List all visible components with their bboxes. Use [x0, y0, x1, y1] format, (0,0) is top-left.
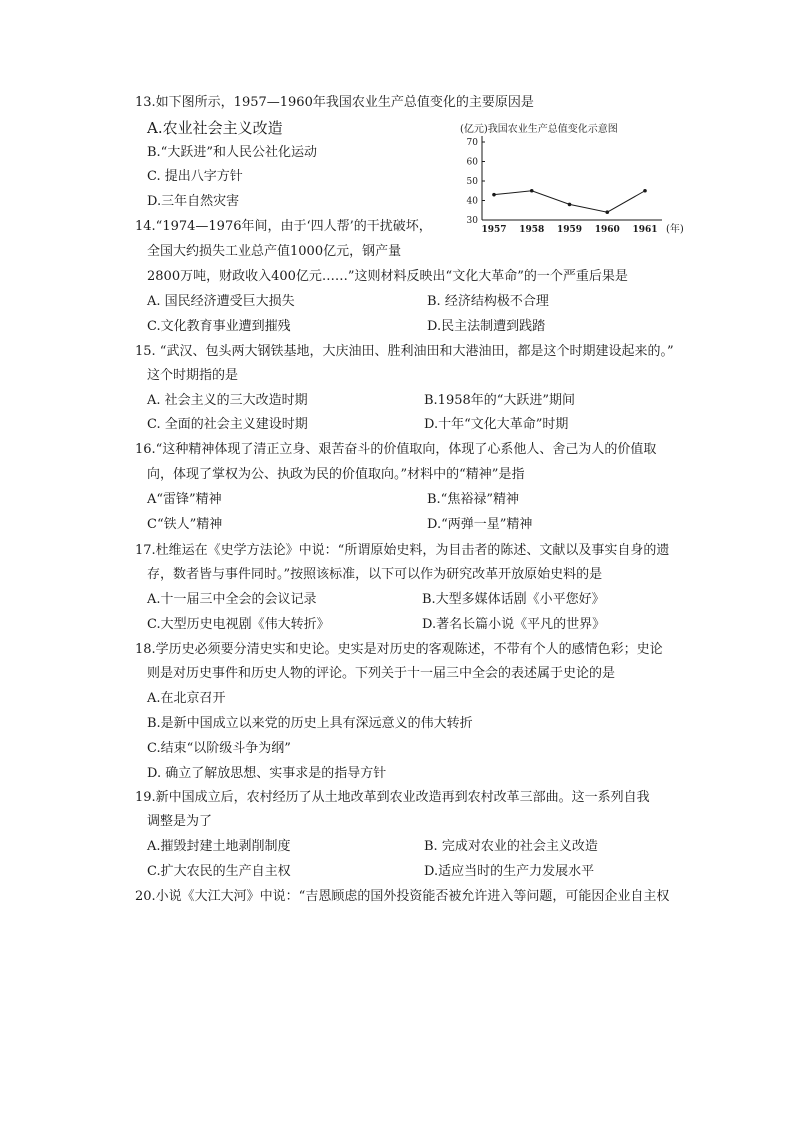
q16-stem-1: 16.“这种精神体现了清正立身、艰苦奋斗的价值取向，体现了心系他人、舍己为人的价值取: [135, 442, 657, 457]
q18-option-b: B.是新中国成立以来党的历史上具有深远意义的伟大转折: [147, 716, 473, 731]
q15-stem-2: 这个时期指的是: [147, 368, 239, 383]
q17-stem-2: 存，数者皆与事件同时。”按照该标准，以下可以作为研究改革开放原始史料的是: [147, 567, 603, 582]
q18-stem-1: 18.学历史必须要分清史实和史论。史实是对历史的客观陈述，不带有个人的感情色彩；史论: [135, 642, 663, 657]
q16-option-d: D.“两弹一星”精神: [427, 517, 533, 532]
chart-y-tick-label: 70: [466, 138, 478, 148]
q14-option-a: A. 国民经济遭受巨大损失: [147, 294, 295, 309]
q17-option-d: D.著名长篇小说《平凡的世界》: [422, 617, 606, 632]
q16-stem-2: 向，体现了掌权为公、执政为民的价值取向。”材料中的“精神”是指: [147, 467, 525, 482]
chart-data-point: [568, 203, 572, 207]
q15-option-a: A. 社会主义的三大改造时期: [147, 393, 308, 408]
q19-option-b: B. 完成对农业的社会主义改造: [424, 839, 598, 854]
q19-stem-1: 19.新中国成立后，农村经历了从土地改革到农业改造再到农村改革三部曲。这一系列自我: [135, 790, 650, 805]
q14-option-d: D.民主法制遭到践踏: [427, 319, 546, 334]
q13-option-b: B.“大跃进”和人民公社化运动: [147, 145, 317, 160]
q19-option-c: C.扩大农民的生产自主权: [147, 864, 291, 879]
chart-y-tick-label: 50: [466, 177, 478, 187]
q18-option-a: A.在北京召开: [147, 691, 226, 706]
q18-option-c: C.结束“以阶级斗争为纲”: [147, 741, 291, 756]
q15-option-d: D.十年“文化大革命”时期: [424, 417, 569, 432]
chart-axes: [482, 136, 662, 220]
q19-stem-2: 调整是为了: [147, 814, 213, 829]
chart-x-label: (年): [666, 224, 684, 235]
q17-stem-1: 17.杜维运在《史学方法论》中说：“所谓原始史料，为目击者的陈述、文献以及事实自身的遗: [135, 543, 670, 558]
q14-option-b: B. 经济结构极不合理: [427, 294, 549, 309]
chart-x-tick-label: 1958: [519, 225, 545, 235]
chart-series-line: [494, 191, 645, 212]
q13-option-c: C. 提出八字方针: [147, 169, 243, 184]
chart-x-ticks: [481, 225, 657, 235]
q15-option-b: B.1958年的“大跃进”期间: [424, 393, 576, 408]
chart-data-point: [492, 193, 496, 197]
chart-data-point: [530, 189, 534, 193]
chart-x-tick-label: 1961: [632, 225, 658, 235]
q18-option-d: D. 确立了解放思想、实事求是的指导方针: [147, 766, 387, 781]
q17-option-c: C.大型历史电视剧《伟大转折》: [147, 617, 330, 632]
q16-option-c: C“铁人”精神: [147, 517, 223, 532]
q14-stem-1: 14.“1974—1976年间，由于‘四人帮’的干扰破坏，: [135, 219, 432, 234]
q14-stem-3: 2800万吨，财政收入400亿元……”这则材料反映出“文化大革命”的一个严重后果是: [147, 269, 628, 284]
chart-data-point: [643, 189, 647, 193]
agriculture-output-chart: [452, 120, 692, 240]
chart-x-tick-label: 1959: [556, 225, 583, 235]
q19-option-d: D.适应当时的生产力发展水平: [424, 864, 595, 879]
q19-option-a: A.摧毁封建土地剥削制度: [147, 839, 291, 854]
q17-option-a: A.十一届三中全会的会议记录: [147, 592, 317, 607]
chart-data-point: [605, 210, 609, 214]
chart-x-tick-label: 1960: [594, 225, 620, 235]
chart-y-tick-label: 60: [466, 157, 478, 168]
q14-stem-2: 全国大约损失工业总产值1000亿元，钢产量: [147, 244, 402, 259]
q13-stem: 13.如下图所示，1957—1960年我国农业生产总值变化的主要原因是: [135, 95, 534, 110]
q17-option-b: B.大型多媒体话剧《小平您好》: [422, 592, 605, 607]
chart-x-tick-label: 1957: [481, 225, 507, 235]
q15-option-c: C. 全面的社会主义建设时期: [147, 417, 308, 432]
chart-y-tick-label: 40: [466, 196, 478, 207]
q16-option-b: B.“焦裕禄”精神: [427, 492, 519, 507]
q14-option-c: C.文化教育事业遭到摧残: [147, 319, 291, 334]
q13-option-d: D.三年自然灾害: [147, 194, 240, 209]
q15-stem-1: 15. “武汉、包头两大钢铁基地，大庆油田、胜利油田和大港油田，都是这个时期建设起来的。”: [135, 344, 674, 359]
q18-stem-2: 则是对历史事件和历史人物的评论。下列关于十一届三中全会的表述属于史论的是: [147, 666, 616, 681]
q16-option-a: A“雷锋”精神: [147, 492, 222, 507]
chart-y-tick-label: 30: [466, 216, 478, 226]
q20-stem-1: 20.小说《大江大河》中说：“吉恩顾虑的国外投资能否被允许进入等问题，可能因企业自主权: [135, 889, 670, 904]
q13-option-a: A.农业社会主义改造: [147, 119, 283, 137]
chart-title: (亿元)我国农业生产总值变化示意图: [460, 124, 618, 135]
